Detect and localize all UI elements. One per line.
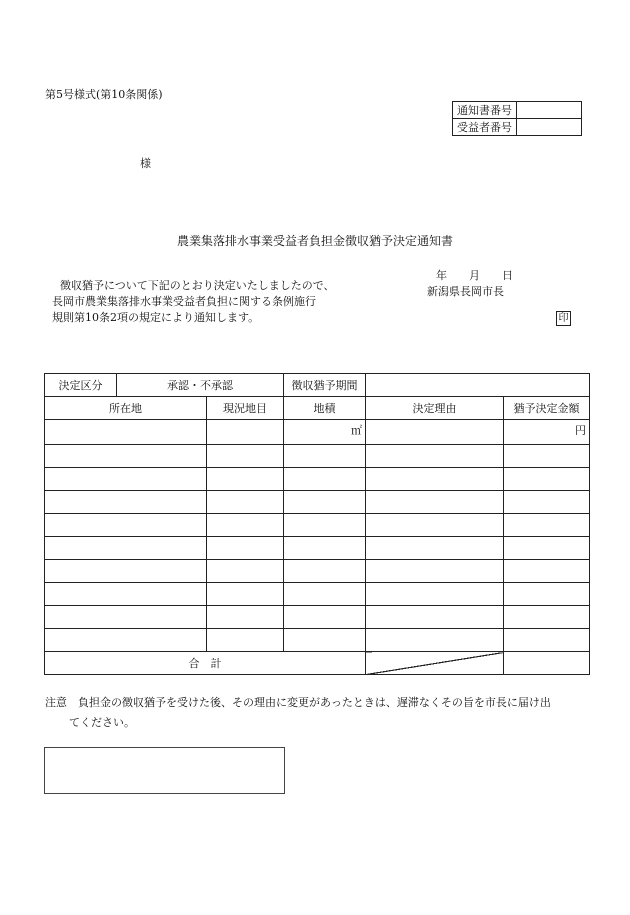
date-line — [436, 267, 513, 283]
table-row — [45, 606, 590, 629]
beneficiary-number-label: 受益者番号 — [453, 119, 517, 136]
land-category-cell[interactable] — [207, 629, 284, 652]
note-line: てください。 — [69, 716, 135, 729]
header-row — [45, 397, 590, 420]
land-category-cell[interactable] — [207, 583, 284, 606]
area-cell[interactable] — [284, 491, 366, 514]
reason-cell[interactable] — [366, 560, 504, 583]
body-line: 徴収猶予について下記のとおり決定いたしましたので、 — [60, 279, 335, 292]
table-row — [45, 583, 590, 606]
issuer: 新潟県長岡市長 — [427, 285, 504, 298]
land-category-cell[interactable] — [207, 445, 284, 468]
location-cell[interactable] — [45, 491, 207, 514]
land-category-cell[interactable] — [207, 514, 284, 537]
area-cell[interactable] — [284, 420, 366, 445]
area-cell[interactable] — [284, 468, 366, 491]
land-category-cell[interactable] — [207, 537, 284, 560]
body-line: 規則第10条2項の規定により通知します。 — [52, 311, 260, 324]
amount-cell[interactable] — [504, 445, 590, 468]
total-amount-cell[interactable] — [504, 652, 590, 675]
note-line: 負担金の徴収猶予を受けた後、その理由に変更があったときは、遅滞なくその旨を市長に届け出 — [78, 696, 551, 709]
seal-mark: 印 — [556, 311, 571, 326]
amount-cell[interactable] — [504, 560, 590, 583]
reason-cell[interactable] — [366, 445, 504, 468]
date-year: 年 — [436, 269, 447, 282]
form-number: 第5号様式(第10条関係) — [45, 88, 163, 101]
table-row — [45, 560, 590, 583]
area-unit: ㎡ — [351, 424, 362, 437]
location-cell[interactable] — [45, 606, 207, 629]
land-category-cell[interactable] — [207, 606, 284, 629]
location-cell[interactable] — [45, 468, 207, 491]
reason-cell[interactable] — [366, 420, 504, 445]
location-cell[interactable] — [45, 560, 207, 583]
addressee-suffix: 様 — [140, 157, 151, 170]
header-land-category: 現況地目 — [207, 397, 284, 420]
reason-cell[interactable] — [366, 491, 504, 514]
beneficiary-number-field[interactable] — [517, 119, 582, 136]
area-cell[interactable] — [284, 537, 366, 560]
reason-cell[interactable] — [366, 606, 504, 629]
table-row — [45, 491, 590, 514]
location-cell[interactable] — [45, 629, 207, 652]
notice-number-label: 通知書番号 — [453, 102, 517, 119]
header-location: 所在地 — [45, 397, 207, 420]
table-row — [45, 445, 590, 468]
amount-cell[interactable] — [504, 606, 590, 629]
decision-value[interactable]: 承認・不承認 — [117, 374, 284, 397]
amount-cell[interactable] — [504, 629, 590, 652]
amount-unit: 円 — [575, 424, 586, 437]
total-label: 合 計 — [45, 652, 366, 675]
table-row — [45, 468, 590, 491]
id-box — [452, 101, 582, 136]
land-category-cell[interactable] — [207, 491, 284, 514]
amount-cell[interactable] — [504, 491, 590, 514]
remarks-box[interactable] — [44, 747, 285, 794]
amount-cell[interactable] — [504, 537, 590, 560]
body-line: 長岡市農業集落排水事業受益者負担に関する条例施行 — [52, 295, 316, 308]
date-day: 日 — [502, 269, 513, 282]
table-row — [45, 629, 590, 652]
area-cell[interactable] — [284, 560, 366, 583]
location-cell[interactable] — [45, 537, 207, 560]
land-category-cell[interactable] — [207, 468, 284, 491]
amount-cell[interactable] — [504, 583, 590, 606]
location-cell[interactable] — [45, 445, 207, 468]
reason-cell[interactable] — [366, 583, 504, 606]
date-month: 月 — [469, 269, 480, 282]
area-cell[interactable] — [284, 606, 366, 629]
body-text — [52, 278, 335, 326]
period-field[interactable] — [366, 374, 590, 397]
decision-label: 決定区分 — [45, 374, 117, 397]
table-row — [45, 537, 590, 560]
document-title: 農業集落排水事業受益者負担金徴収猶予決定通知書 — [176, 234, 453, 248]
reason-cell[interactable] — [366, 629, 504, 652]
decision-row — [45, 374, 590, 397]
land-category-cell[interactable] — [207, 560, 284, 583]
reason-cell[interactable] — [366, 537, 504, 560]
header-area: 地積 — [284, 397, 366, 420]
reason-cell[interactable] — [366, 468, 504, 491]
land-category-cell[interactable] — [207, 420, 284, 445]
note-label: 注意 — [45, 696, 67, 709]
area-cell[interactable] — [284, 583, 366, 606]
header-amount: 猶予決定金額 — [504, 397, 590, 420]
area-cell[interactable] — [284, 629, 366, 652]
location-cell[interactable] — [45, 514, 207, 537]
location-cell[interactable] — [45, 420, 207, 445]
reason-cell[interactable] — [366, 514, 504, 537]
total-reason-slash — [366, 652, 504, 675]
table-row — [45, 514, 590, 537]
note — [45, 693, 551, 733]
header-reason: 決定理由 — [366, 397, 504, 420]
table-row — [45, 420, 590, 445]
location-cell[interactable] — [45, 583, 207, 606]
amount-cell[interactable] — [504, 420, 590, 445]
period-label: 徴収猶予期間 — [284, 374, 366, 397]
notice-number-field[interactable] — [517, 102, 582, 119]
area-cell[interactable] — [284, 514, 366, 537]
amount-cell[interactable] — [504, 468, 590, 491]
area-cell[interactable] — [284, 445, 366, 468]
decision-table — [44, 373, 590, 675]
amount-cell[interactable] — [504, 514, 590, 537]
total-row — [45, 652, 590, 675]
